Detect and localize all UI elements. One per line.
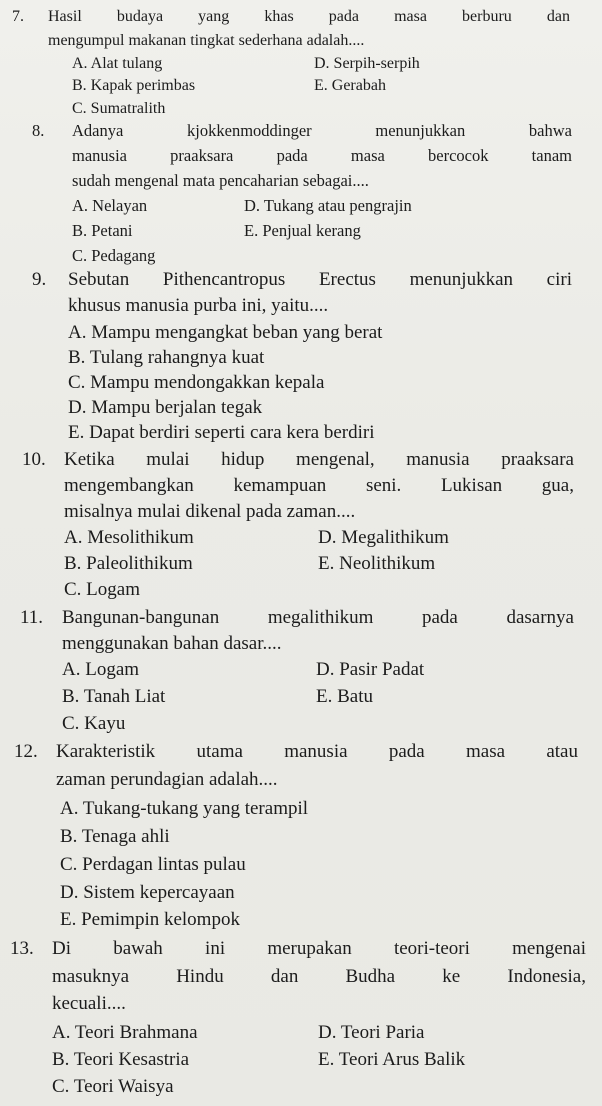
option-e[interactable]: E. Penjual kerang [244, 221, 361, 240]
option-a[interactable]: A. Tukang-tukang yang terampil [60, 798, 309, 819]
question-stem-line: Ketika mulai hidup mengenal, manusia praaksara [64, 449, 574, 470]
question-stem-line: mengembangkan kemampuan seni. Lukisan gua, [64, 475, 574, 496]
option-c[interactable]: C. Pedagang [72, 246, 156, 265]
question-stem-line: mengumpul makanan tingkat sederhana adalah.... [48, 32, 365, 49]
option-d[interactable]: D. Mampu berjalan tegak [68, 397, 263, 418]
question-stem-line: khusus manusia purba ini, yaitu.... [68, 295, 329, 316]
option-b[interactable]: B. Paleolithikum [64, 553, 193, 574]
option-c[interactable]: C. Perdagan lintas pulau [60, 854, 246, 875]
option-d[interactable]: D. Sistem kepercayaan [60, 882, 235, 903]
option-e[interactable]: E. Teori Arus Balik [318, 1049, 466, 1070]
option-d[interactable]: D. Serpih-serpih [314, 55, 420, 72]
option-e[interactable]: E. Gerabah [314, 77, 386, 94]
option-c[interactable]: C. Teori Waisya [52, 1076, 174, 1097]
option-c[interactable]: C. Mampu mendongakkan kepala [68, 372, 325, 393]
option-c[interactable]: C. Sumatralith [72, 100, 166, 117]
question-stem-line: sudah mengenal mata pencaharian sebagai.... [72, 171, 369, 190]
option-d[interactable]: D. Teori Paria [318, 1022, 425, 1043]
question-number: 8. [32, 121, 45, 140]
option-d[interactable]: D. Pasir Padat [316, 659, 425, 680]
question-number: 10. [22, 449, 46, 470]
option-e[interactable]: E. Batu [316, 686, 373, 707]
option-e[interactable]: E. Neolithikum [318, 553, 436, 574]
question-stem-line: Karakteristik utama manusia pada masa atau [56, 741, 578, 762]
question-number: 7. [12, 8, 24, 25]
question-stem-line: Bangunan-bangunan megalithikum pada dasarnya [62, 607, 574, 628]
question-stem-line: misalnya mulai dikenal pada zaman.... [64, 501, 356, 522]
question-stem-line: Sebutan Pithencantropus Erectus menunjukkan ciri [68, 269, 572, 290]
question-stem-line: manusia praaksara pada masa bercocok tanam [72, 146, 572, 165]
option-a[interactable]: A. Mesolithikum [64, 527, 194, 548]
option-b[interactable]: B. Teori Kesastria [52, 1049, 190, 1070]
option-d[interactable]: D. Megalithikum [318, 527, 449, 548]
question-number: 11. [20, 607, 44, 628]
question-stem-line: Adanya kjokkenmoddinger menunjukkan bahwa [72, 121, 572, 140]
option-b[interactable]: B. Tenaga ahli [60, 826, 170, 847]
option-a[interactable]: A. Nelayan [72, 196, 148, 215]
option-e[interactable]: E. Pemimpin kelompok [60, 909, 240, 930]
question-number: 13. [10, 938, 34, 959]
option-c[interactable]: C. Kayu [62, 713, 126, 734]
question-stem-line: Hasil budaya yang khas pada masa berburu dan [48, 8, 570, 25]
question-stem-line: zaman perundagian adalah.... [56, 769, 278, 790]
option-b[interactable]: B. Kapak perimbas [72, 77, 196, 94]
question-number: 12. [14, 741, 38, 762]
question-stem-line: kecuali.... [52, 993, 126, 1014]
option-b[interactable]: B. Tanah Liat [62, 686, 166, 707]
option-a[interactable]: A. Teori Brahmana [52, 1022, 198, 1043]
question-stem-line: masuknya Hindu dan Budha ke Indonesia, [52, 966, 586, 987]
option-a[interactable]: A. Alat tulang [72, 55, 163, 72]
option-a[interactable]: A. Mampu mengangkat beban yang berat [68, 322, 383, 343]
option-b[interactable]: B. Petani [72, 221, 133, 240]
option-e[interactable]: E. Dapat berdiri seperti cara kera berdiri [68, 422, 375, 443]
question-stem-line: menggunakan bahan dasar.... [62, 633, 282, 654]
question-number: 9. [32, 269, 47, 290]
option-d[interactable]: D. Tukang atau pengrajin [244, 196, 412, 215]
option-c[interactable]: C. Logam [64, 579, 140, 600]
question-stem-line: Di bawah ini merupakan teori-teori mengenai [52, 938, 586, 959]
option-b[interactable]: B. Tulang rahangnya kuat [68, 347, 265, 368]
option-a[interactable]: A. Logam [62, 659, 140, 680]
